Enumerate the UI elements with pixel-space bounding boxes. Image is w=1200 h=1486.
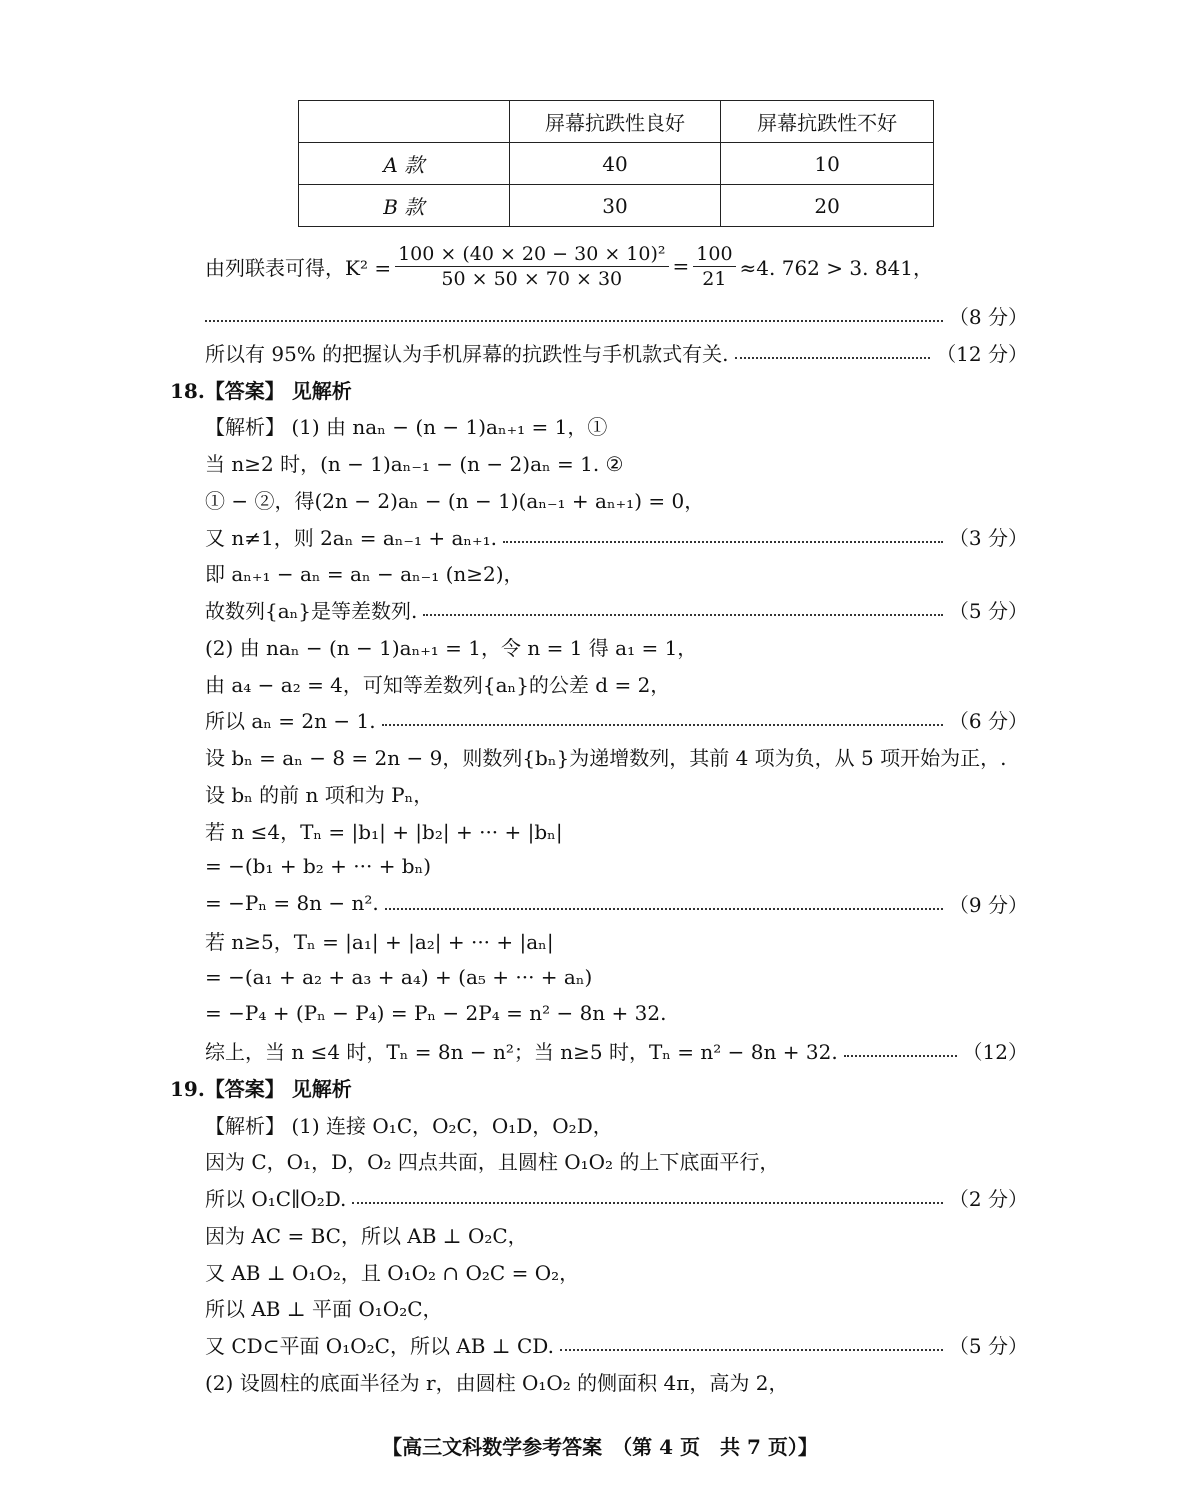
line-text: 因为 C，O₁，D，O₂ 四点共面，且圆柱 O₁O₂ 的上下底面平行， <box>205 1149 780 1174</box>
score-label: （9 分） <box>948 892 1028 917</box>
solution-line <box>205 815 1028 845</box>
contingency-table <box>298 100 934 227</box>
line-text: = −(a₁ + a₂ + a₃ + a₄) + (a₅ + ··· + aₙ) <box>205 965 593 989</box>
line-text: 若 n≥5，Tₙ = |a₁| + |a₂| + ··· + |aₙ| <box>205 929 554 954</box>
line-text: = −Pₙ = 8n − n². <box>205 891 379 915</box>
line-text: 又 CD⊂平面 O₁O₂C，所以 AB ⊥ CD. <box>205 1333 554 1358</box>
score-label: （12） <box>962 1039 1028 1064</box>
page-footer: 【高三文科数学参考答案 （第 4 页 共 7 页）】 <box>382 1435 818 1459</box>
score-label: （5 分） <box>948 1333 1028 1358</box>
fraction-denominator: 21 <box>702 267 727 290</box>
solution-line <box>205 741 1028 771</box>
line-text: 【解析】 (1) 由 naₙ − (n − 1)aₙ₊₁ = 1，① <box>205 414 608 439</box>
score-label: （6 分） <box>948 708 1028 733</box>
line-text: 又 AB ⊥ O₁O₂，且 O₁O₂ ∩ O₂C = O₂， <box>205 1260 580 1285</box>
table-cell: 40 <box>509 143 721 185</box>
question-heading <box>170 374 993 404</box>
line-text: = −P₄ + (Pₙ − P₄) = Pₙ − 2P₄ = n² − 8n + 32. <box>205 1001 667 1025</box>
line-text: 所以 O₁C∥O₂D. <box>205 1186 347 1211</box>
solution-line <box>205 631 1028 661</box>
solution-line <box>205 1366 1028 1396</box>
line-text: 【解析】 (1) 连接 O₁C，O₂C，O₁D，O₂D， <box>205 1113 613 1138</box>
line-text: 所以有 95% 的把握认为手机屏幕的抗跌性与手机款式有关. <box>205 341 729 366</box>
score-label: （8 分） <box>948 304 1028 329</box>
solution-line <box>205 1256 1028 1286</box>
line-text: 所以 aₙ = 2n − 1. <box>205 708 376 733</box>
table-row <box>299 185 934 227</box>
solution-line <box>205 704 1028 734</box>
solution-line <box>205 1329 1028 1359</box>
solution-line <box>205 888 1028 918</box>
score-label: （5 分） <box>948 598 1028 623</box>
fraction-numerator: 100 × (40 × 20 − 30 × 10)² <box>395 243 668 267</box>
dot-leader <box>385 904 943 910</box>
formula-prefix: 由列联表可得，K² = <box>205 255 392 280</box>
line-text: 所以 AB ⊥ 平面 O₁O₂C， <box>205 1296 443 1321</box>
solution-line <box>205 851 1028 881</box>
fraction-denominator: 50 × 50 × 70 × 30 <box>441 267 623 290</box>
table-cell: B 款 <box>299 185 510 227</box>
fraction-result <box>693 243 735 290</box>
line-text: 设 bₙ 的前 n 项和为 Pₙ， <box>205 782 434 807</box>
line-text: 因为 AC = BC，所以 AB ⊥ O₂C， <box>205 1223 528 1248</box>
k-squared-formula <box>205 238 933 294</box>
dot-leader <box>560 1345 943 1351</box>
line-text: 即 aₙ₊₁ − aₙ = aₙ − aₙ₋₁ (n≥2)， <box>205 561 524 586</box>
line-text: 若 n ≤4，Tₙ = |b₁| + |b₂| + ··· + |bₙ| <box>205 819 563 844</box>
solution-line <box>205 557 1028 587</box>
table-cell: 20 <box>721 185 934 227</box>
line-text: 故数列{aₙ}是等差数列. <box>205 598 418 623</box>
solution-line <box>205 521 1028 551</box>
score-label: （2 分） <box>948 1186 1028 1211</box>
dot-leader <box>844 1051 957 1057</box>
dot-leader <box>352 1198 943 1204</box>
solution-line <box>205 447 1028 477</box>
fraction-main <box>395 243 668 290</box>
solution-line <box>205 337 1028 367</box>
line-text: = −(b₁ + b₂ + ··· + bₙ) <box>205 854 432 878</box>
table-header-cell <box>299 101 510 143</box>
solution-line <box>205 778 1028 808</box>
solution-line <box>205 1035 1028 1065</box>
table-cell: 30 <box>509 185 721 227</box>
solution-line <box>205 1182 1028 1212</box>
solution-line <box>205 925 1028 955</box>
line-text: 又 n≠1，则 2aₙ = aₙ₋₁ + aₙ₊₁. <box>205 525 497 550</box>
fraction-numerator: 100 <box>693 243 735 267</box>
table-cell: 10 <box>721 143 934 185</box>
table-cell: A 款 <box>299 143 510 185</box>
dot-leader <box>423 610 943 616</box>
solution-line <box>205 1292 1028 1322</box>
table-header-cell: 屏幕抗跌性不好 <box>721 101 934 143</box>
solution-line <box>205 1109 1028 1139</box>
dot-leader <box>382 720 943 726</box>
table-row <box>299 143 934 185</box>
solution-line <box>205 1219 1028 1249</box>
line-text: 当 n≥2 时，(n − 1)aₙ₋₁ − (n − 2)aₙ = 1. ② <box>205 451 624 476</box>
formula-suffix: ≈4. 762 > 3. 841， <box>739 255 933 280</box>
solution-line <box>205 300 1028 330</box>
table-header-row <box>299 101 934 143</box>
solution-line <box>205 998 1028 1028</box>
solution-line <box>205 410 1028 440</box>
solution-line <box>205 962 1028 992</box>
line-text: 由 a₄ − a₂ = 4，可知等差数列{aₙ}的公差 d = 2， <box>205 672 671 697</box>
dot-leader <box>205 316 943 322</box>
line-text: 设 bₙ = aₙ − 8 = 2n − 9，则数列{bₙ}为递增数列，其前 4 项为负，从 5 项开始为正，. <box>205 745 1007 770</box>
line-text: 18.【答案】 见解析 <box>170 378 352 403</box>
dot-leader <box>503 537 943 543</box>
formula-equals: = <box>672 254 690 278</box>
solution-line <box>205 484 1028 514</box>
score-label: （12 分） <box>936 341 1028 366</box>
line-text: (2) 设圆柱的底面半径为 r，由圆柱 O₁O₂ 的侧面积 4π，高为 2， <box>205 1370 789 1395</box>
question-heading <box>170 1072 993 1102</box>
line-text: 19.【答案】 见解析 <box>170 1076 352 1101</box>
table-header-cell: 屏幕抗跌性良好 <box>509 101 721 143</box>
line-text: (2) 由 naₙ − (n − 1)aₙ₊₁ = 1，令 n = 1 得 a₁ = 1， <box>205 635 698 660</box>
solution-line <box>205 1145 1028 1175</box>
solution-line <box>205 594 1028 624</box>
line-text: 综上，当 n ≤4 时，Tₙ = 8n − n²；当 n≥5 时，Tₙ = n² − 8n + 32. <box>205 1039 838 1064</box>
solution-line <box>205 668 1028 698</box>
line-text: ① − ②，得(2n − 2)aₙ − (n − 1)(aₙ₋₁ + aₙ₊₁) = 0， <box>205 488 705 513</box>
score-label: （3 分） <box>948 525 1028 550</box>
dot-leader <box>735 353 931 359</box>
